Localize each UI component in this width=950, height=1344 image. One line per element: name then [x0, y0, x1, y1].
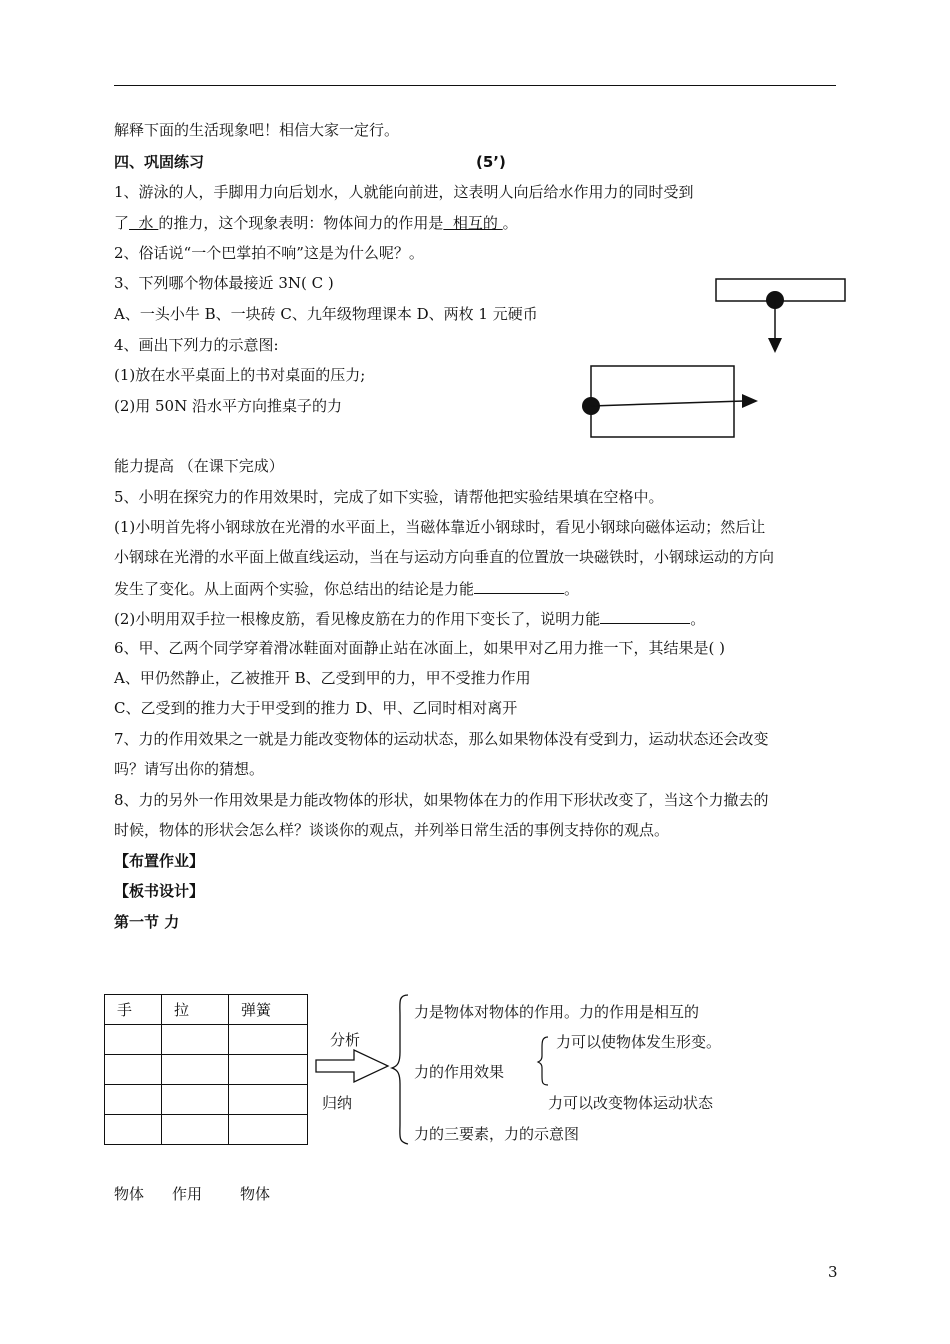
- q1-text-b: 的推力，这个现象表明：物体间力的作用是: [158, 214, 444, 232]
- intro-text: 解释下面的生活现象吧！相信大家一定行。: [114, 121, 400, 139]
- small-brace-icon: [538, 1037, 548, 1085]
- board-effect-2: 力可以改变物体运动状态: [548, 1094, 714, 1112]
- q8-line2: 时候，物体的形状会怎么样？谈谈你的观点，并列举日常生活的事例支持你的观点。: [114, 821, 670, 839]
- q3-stem: 3、下列哪个物体最接近 3N( C ): [114, 274, 334, 292]
- q7-line2: 吗？请写出你的猜想。: [114, 760, 265, 778]
- q5-stem: 5、小明在探究力的作用效果时，完成了如下实验，请帮他把实验结果填在空格中。: [114, 488, 664, 506]
- q2-text: 2、俗话说“一个巴掌拍不响”这是为什么呢？。: [114, 244, 424, 262]
- page-number: 3: [828, 1263, 838, 1281]
- q5-part1-b: 小钢球在光滑的水平面上做直线运动，当在与运动方向垂直的位置放一块磁铁时，小钢球运动的方向: [114, 548, 775, 566]
- board-summarize-label: 归纳: [322, 1094, 353, 1112]
- q1-answer-1: 水: [129, 214, 159, 232]
- board-analyze-label: 分析: [330, 1031, 361, 1049]
- q6-options-cd: C、乙受到的推力大于甲受到的推力 D、甲、乙同时相对离开: [114, 699, 518, 717]
- left-brace-icon: [392, 995, 408, 1144]
- board-bottom-3: 物体: [240, 1185, 271, 1203]
- board-table-header: 拉: [162, 995, 229, 1025]
- q5-part1-a: (1)小明首先将小钢球放在光滑的水平面上，当磁体靠近小钢球时，看见小钢球向磁体运动；然后让: [114, 518, 766, 536]
- board-effect-1: 力可以使物体发生形变。: [556, 1033, 722, 1051]
- ability-heading: 能力提高 （在课下完成）: [114, 457, 284, 475]
- board-bottom-1: 物体: [114, 1185, 145, 1203]
- q1-line1: 1、游泳的人，手脚用力向后划水，人就能向前进，这表明人向后给水作用力的同时受到: [114, 183, 694, 201]
- q1-text-a: 了: [114, 214, 130, 232]
- q4-stem: 4、画出下列力的示意图:: [114, 336, 279, 354]
- section-title: 四、巩固练习: [114, 153, 205, 171]
- board-effect-label: 力的作用效果: [414, 1063, 505, 1081]
- section-time: (5’): [476, 153, 506, 171]
- board-table-header: 手: [105, 995, 162, 1025]
- q8-line1: 8、力的另外一作用效果是力能改物体的形状，如果物体在力的作用下形状改变了，当这个力撤去的: [114, 791, 769, 809]
- board-table-header: 弹簧: [229, 995, 308, 1025]
- board-line-3: 力的三要素，力的示意图: [414, 1125, 580, 1143]
- q5-part2-text: (2)小明用双手拉一根橡皮筋，看见橡皮筋在力的作用下变长了，说明力能: [114, 610, 601, 628]
- q7-line1: 7、力的作用效果之一就是力能改变物体的运动状态，那么如果物体没有受到力，运动状态还会改变: [114, 730, 769, 748]
- q5-part1-end: 。: [564, 580, 580, 598]
- board-design-heading: 【板书设计】: [114, 882, 205, 900]
- q3-options: A、一头小牛 B、一块砖 C、九年级物理课本 D、两枚 1 元硬币: [114, 305, 538, 323]
- hollow-arrow-icon: [316, 1050, 388, 1082]
- q1-answer-2: 相互的: [443, 214, 503, 232]
- q4-sub2: (2)用 50N 沿水平方向推桌子的力: [114, 397, 342, 415]
- q6-stem: 6、甲、乙两个同学穿着滑冰鞋面对面静止站在冰面上，如果甲对乙用力推一下，其结果是( ): [114, 639, 726, 657]
- homework-heading: 【布置作业】: [114, 852, 205, 870]
- lesson-title: 第一节 力: [114, 913, 180, 931]
- q6-options-ab: A、甲仍然静止，乙被推开 B、乙受到甲的力，甲不受推力作用: [114, 669, 531, 687]
- board-bottom-2: 作用: [172, 1185, 203, 1203]
- q4-sub1: (1)放在水平桌面上的书对桌面的压力;: [114, 366, 366, 384]
- q5-part1-text: 发生了变化。从上面两个实验，你总结出的结论是力能: [114, 580, 475, 598]
- board-line-1: 力是物体对物体的作用。力的作用是相互的: [414, 1003, 700, 1021]
- q5-part2-end: 。: [690, 610, 706, 628]
- q1-text-c: 。: [502, 214, 518, 232]
